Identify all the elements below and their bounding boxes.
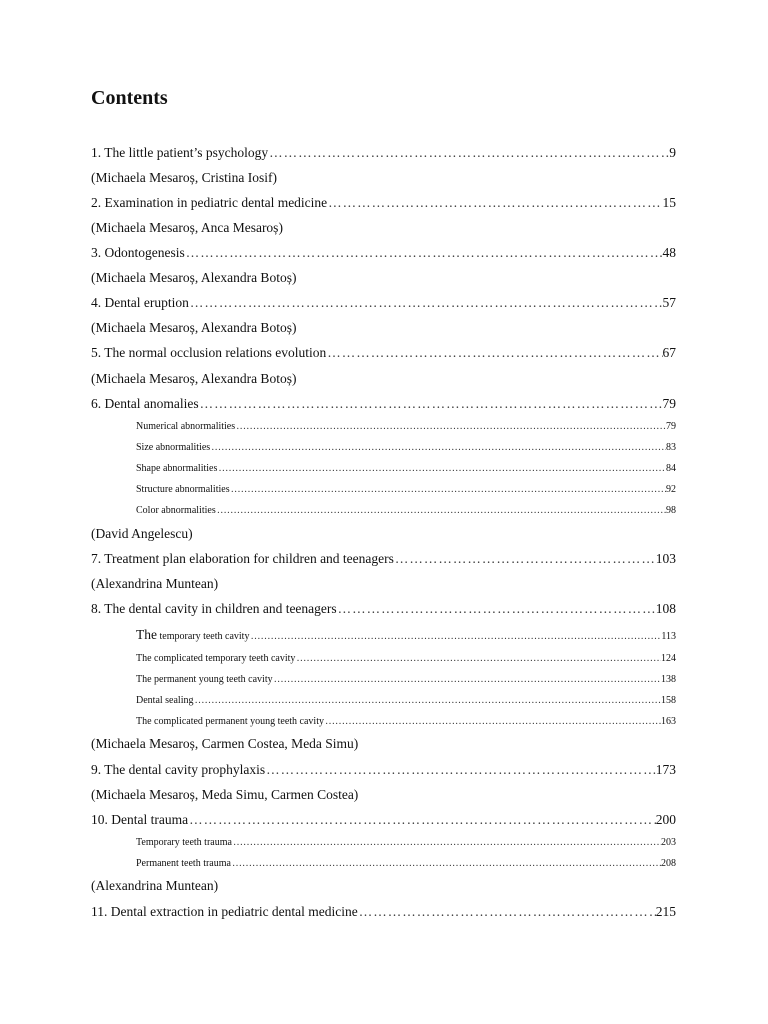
toc-subentry-label: Temporary teeth trauma: [136, 837, 232, 848]
dot-leader: [325, 715, 661, 729]
toc-authors: (Michaela Mesaroș, Alexandra Botoș): [91, 270, 297, 285]
toc-page-number: 203: [661, 837, 676, 848]
dot-leader: [190, 293, 663, 313]
toc-page-number: 124: [661, 653, 676, 664]
dot-leader: [338, 599, 656, 619]
toc-subentry-label: Dental sealing: [136, 695, 194, 706]
toc-subentry[interactable]: [136, 441, 676, 455]
toc-subentry-label: Permanent teeth trauma: [136, 858, 231, 869]
toc-subentry-label: Structure abnormalities: [136, 484, 230, 495]
toc-page-number: 83: [666, 442, 676, 453]
toc-page-number: 163: [661, 716, 676, 727]
toc-entry-label: 1. The little patient’s psychology: [91, 143, 269, 163]
toc-subentry[interactable]: [136, 836, 676, 850]
dot-leader: [231, 483, 666, 497]
toc-page-number: 98: [666, 505, 676, 516]
toc-page-number: 113: [661, 631, 676, 642]
dot-leader: [266, 760, 656, 780]
toc-page-number: 158: [661, 695, 676, 706]
toc-page-number: 84: [666, 463, 676, 474]
toc-subentry-label: Size abnormalities: [136, 442, 211, 453]
toc-entry-label: 11. Dental extraction in pediatric dental medicine: [91, 902, 359, 922]
toc-entry-label: 4. Dental eruption: [91, 293, 190, 313]
toc-subentry[interactable]: [136, 857, 676, 871]
toc-subentry-label: The complicated permanent young teeth cavity: [136, 716, 324, 727]
toc-authors: (Michaela Mesaroș, Alexandra Botoș): [91, 371, 297, 386]
dot-leader: [236, 420, 666, 434]
toc-authors: (Michaela Mesaroș, Meda Simu, Carmen Costea): [91, 787, 359, 802]
toc-entry[interactable]: [91, 760, 676, 780]
toc-page-number: 57: [662, 295, 676, 310]
toc-subentry[interactable]: [136, 462, 676, 476]
toc-page-number: 79: [662, 396, 676, 411]
toc-page-number: 173: [655, 762, 676, 777]
dot-leader: [211, 441, 666, 455]
dot-leader: [233, 836, 661, 850]
toc-entry[interactable]: [91, 143, 676, 163]
toc-entry-label: 7. Treatment plan elaboration for children and teenagers: [91, 549, 395, 569]
dot-leader: [359, 902, 656, 922]
toc-page-number: 9: [669, 145, 676, 160]
toc-entry-label: 2. Examination in pediatric dental medicine: [91, 193, 328, 213]
dot-leader: [327, 343, 662, 363]
toc-page-number: 15: [662, 195, 676, 210]
toc-page-number: 48: [662, 245, 676, 260]
toc-entry[interactable]: [91, 549, 676, 569]
toc-authors: (Alexandrina Muntean): [91, 878, 219, 893]
toc-subentry-label-rest: temporary teeth cavity: [157, 631, 250, 642]
toc-page-number: 215: [655, 904, 676, 919]
toc-subentry[interactable]: [136, 483, 676, 497]
toc-subentry[interactable]: [136, 652, 676, 666]
dot-leader: [274, 673, 661, 687]
toc-entry-label: 3. Odontogenesis: [91, 243, 186, 263]
toc-authors: (David Angelescu): [91, 526, 193, 541]
toc-entry-label: 10. Dental trauma: [91, 810, 189, 830]
toc-subentry[interactable]: [136, 715, 676, 729]
dot-leader: [250, 630, 661, 644]
dot-leader: [218, 462, 666, 476]
toc-entry-label: 5. The normal occlusion relations evolution: [91, 343, 327, 363]
toc-subentry-label: The complicated temporary teeth cavity: [136, 653, 296, 664]
page-title: Contents: [91, 87, 168, 109]
dot-leader: [217, 504, 666, 518]
toc-page-number: 67: [662, 345, 676, 360]
dot-leader: [328, 193, 662, 213]
toc-subentry-label-prefix: The: [136, 628, 157, 642]
toc-subentry-label: The permanent young teeth cavity: [136, 674, 273, 685]
dot-leader: [269, 143, 669, 163]
toc-subentry[interactable]: [136, 694, 676, 708]
toc-entry-label: 8. The dental cavity in children and teenagers: [91, 599, 338, 619]
toc-subentry[interactable]: [136, 504, 676, 518]
toc-entry-label: 9. The dental cavity prophylaxis: [91, 760, 266, 780]
toc-page-number: 208: [661, 858, 676, 869]
toc-authors: (Alexandrina Muntean): [91, 576, 219, 591]
toc-entry[interactable]: [91, 193, 676, 213]
toc-page-number: 103: [655, 551, 676, 566]
dot-leader: [189, 810, 656, 830]
toc-subentry[interactable]: [136, 673, 676, 687]
toc-subentry[interactable]: [136, 628, 676, 644]
toc-page-number: 92: [666, 484, 676, 495]
toc-page-number: 200: [655, 812, 676, 827]
toc-entry-label: 6. Dental anomalies: [91, 394, 200, 414]
toc-authors: (Michaela Mesaroș, Cristina Iosif): [91, 170, 277, 185]
dot-leader: [186, 243, 663, 263]
toc-entry[interactable]: [91, 599, 676, 619]
toc-subentry-label: Shape abnormalities: [136, 463, 218, 474]
toc-authors: (Michaela Mesaroș, Carmen Costea, Meda Simu): [91, 736, 359, 751]
toc-authors: (Michaela Mesaroș, Alexandra Botoș): [91, 320, 297, 335]
toc-entry[interactable]: [91, 394, 676, 414]
toc-entry[interactable]: [91, 293, 676, 313]
dot-leader: [200, 394, 663, 414]
dot-leader: [296, 652, 661, 666]
dot-leader: [194, 694, 661, 708]
toc-page-number: 108: [655, 601, 676, 616]
toc-entry[interactable]: [91, 902, 676, 922]
toc-page-number: 79: [666, 421, 676, 432]
toc-entry[interactable]: [91, 343, 676, 363]
toc-page-number: 138: [661, 674, 676, 685]
dot-leader: [395, 549, 656, 569]
dot-leader: [232, 857, 661, 871]
toc-subentry[interactable]: [136, 420, 676, 434]
toc-entry[interactable]: [91, 243, 676, 263]
toc-subentry-label: Color abnormalities: [136, 505, 216, 516]
toc-subentry-label: [136, 628, 250, 644]
toc-authors: (Michaela Mesaroș, Anca Mesaroș): [91, 220, 283, 235]
toc-entry[interactable]: [91, 810, 676, 830]
toc-subentry-label: Numerical abnormalities: [136, 421, 236, 432]
